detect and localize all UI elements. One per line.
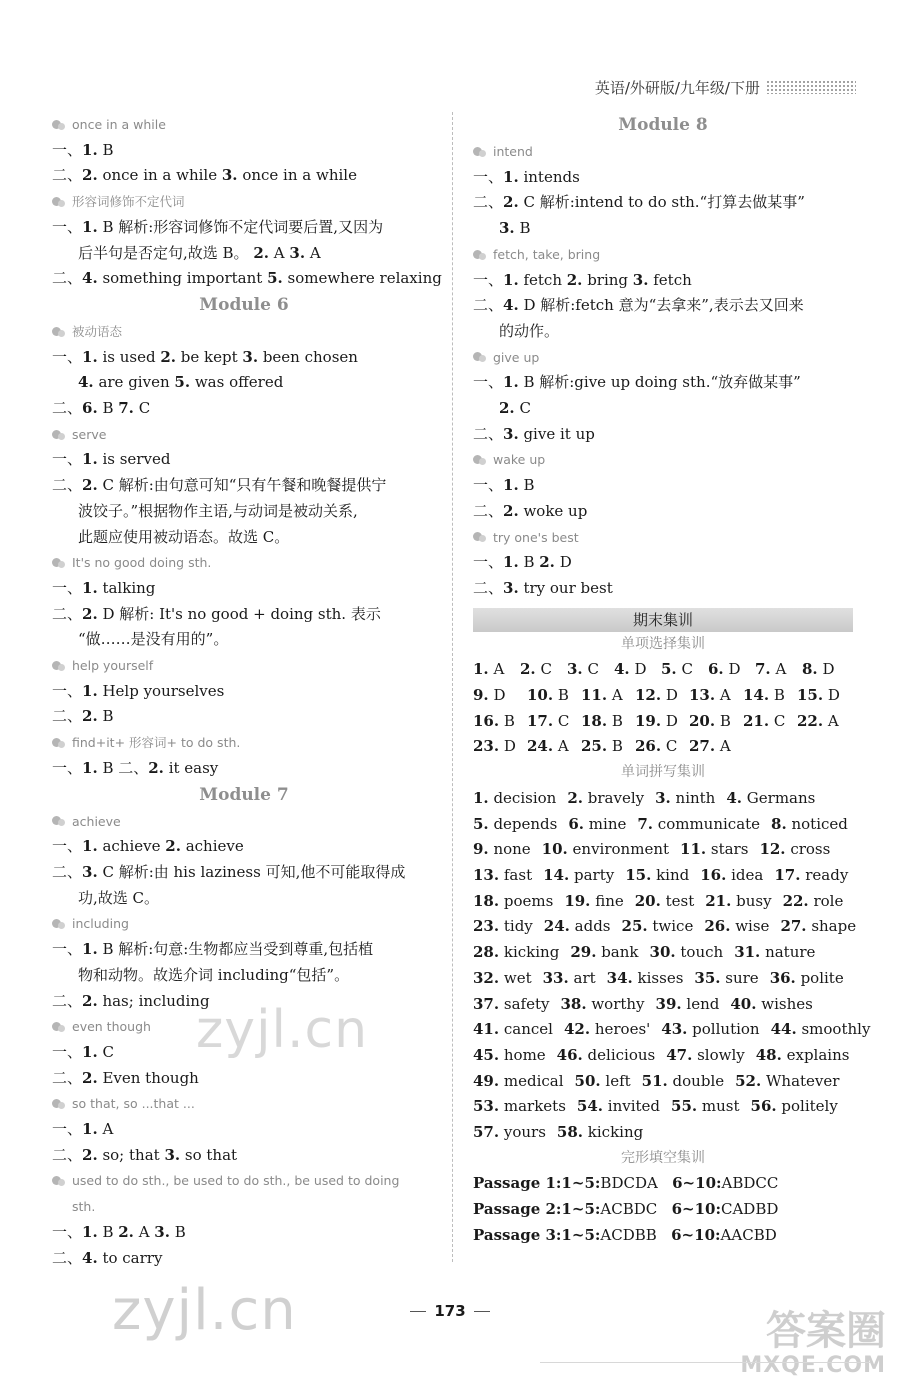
topic-no-good: It's no good doing sth. xyxy=(52,550,436,576)
mc-answer: 20. B xyxy=(689,711,731,730)
spelling-answer: 3. ninth xyxy=(655,788,716,807)
answer-line: 一、1. B 解析:形容词修饰不定代词要后置,又因为 xyxy=(52,217,384,236)
topic-bullet-icon xyxy=(473,454,487,466)
topic-passive-voice: 被动语态 xyxy=(52,319,436,345)
answer-line: 二、4. to carry xyxy=(52,1248,163,1267)
answer-line: 一、1. B xyxy=(473,476,535,495)
topic-bullet-icon xyxy=(52,1175,66,1187)
answer-line: 一、1. B 解析:句意:生物都应当受到尊重,包括植 xyxy=(52,940,374,959)
watermark-zyjl-bottom: zyjl.cn xyxy=(112,1278,297,1343)
spelling-answer: 33. art xyxy=(542,968,596,987)
spelling-answer: 39. lend xyxy=(655,994,720,1013)
answer-line: 二、6. B 7. C xyxy=(52,399,151,418)
topic-bullet-icon xyxy=(473,249,487,261)
answer-line: 4. are given 5. was offered xyxy=(78,373,284,392)
answer-line: 二、2. so; that 3. so that xyxy=(52,1145,238,1164)
answer-line: 一、1. is served xyxy=(52,450,171,469)
spelling-answer: 41. cancel xyxy=(473,1020,553,1039)
topic-including: including xyxy=(52,911,436,937)
spelling-answer: 10. environment xyxy=(541,840,670,859)
mc-answer: 4. D xyxy=(614,660,647,679)
multiple-choice-answers xyxy=(473,657,853,760)
topic-bullet-icon xyxy=(473,146,487,158)
spelling-answer: 35. sure xyxy=(694,968,759,987)
answer-line: 二、2. Even though xyxy=(52,1068,199,1087)
spelling-answer: 42. heroes' xyxy=(563,1020,651,1039)
spelling-answer: 48. explains xyxy=(755,1045,850,1064)
spelling-answer: 24. adds xyxy=(543,917,611,936)
passage-3-answers: Passage 3:1~5:ACDBB 6~10:AACBD xyxy=(473,1225,777,1244)
topic-adj-modifier: 形容词修饰不定代词 xyxy=(52,189,436,215)
spelling-answer: 23. tidy xyxy=(473,917,533,936)
spelling-answer: 6. mine xyxy=(568,814,627,833)
spelling-answer: 54. invited xyxy=(576,1097,661,1116)
right-column xyxy=(473,112,871,1249)
spelling-answer: 38. worthy xyxy=(560,994,645,1013)
spelling-answer: 22. role xyxy=(782,891,844,910)
answer-line: 一、1. C xyxy=(52,1042,114,1061)
spelling-answer: 52. Whatever xyxy=(735,1071,840,1090)
spelling-answer: 11. stars xyxy=(680,840,749,859)
mc-answer: 19. D xyxy=(635,711,678,730)
mc-answer: 17. C xyxy=(527,711,570,730)
spelling-row xyxy=(473,786,853,812)
spelling-answer: 13. fast xyxy=(473,865,533,884)
topic-bullet-icon xyxy=(52,1021,66,1033)
answer-line: 二、2. D 解析: It's no good + doing sth. 表示 xyxy=(52,604,381,623)
topic-used-to-cont: sth. xyxy=(72,1199,96,1215)
spelling-answer: 36. polite xyxy=(769,968,844,987)
answer-line: 一、1. Help yourselves xyxy=(52,681,225,700)
mc-answer: 24. A xyxy=(527,737,569,756)
answer-line: 一、1. B 2. A 3. B xyxy=(52,1222,186,1241)
answer-line: 一、1. is used 2. be kept 3. been chosen xyxy=(52,347,358,366)
answer-line: 2. C xyxy=(499,399,531,418)
spelling-answer: 55. must xyxy=(671,1097,740,1116)
watermark-mxqe-en: MXQE.COM xyxy=(740,1353,886,1378)
answer-line: 二、2. once in a while 3. once in a while xyxy=(52,166,357,185)
page-dash-right xyxy=(474,1311,490,1312)
mc-row xyxy=(473,683,853,709)
spelling-answer: 56. politely xyxy=(750,1097,838,1116)
page-dash-left xyxy=(410,1311,426,1312)
watermark-mxqe xyxy=(706,1308,886,1378)
answer-line: 二、3. C 解析:由 his laziness 可知,他不可能取得成 xyxy=(52,862,406,881)
spelling-row xyxy=(473,1069,853,1095)
bottom-rule xyxy=(540,1362,870,1363)
mc-answer: 5. C xyxy=(661,660,693,679)
spelling-answer: 2. bravely xyxy=(567,788,645,807)
spelling-row xyxy=(473,863,853,889)
topic-bullet-icon xyxy=(473,351,487,363)
module-8-heading: Module 8 xyxy=(618,115,708,135)
spelling-answer: 21. busy xyxy=(705,891,772,910)
spelling-answers xyxy=(473,786,871,1146)
mc-answer: 7. A xyxy=(755,660,787,679)
answer-line: 一、1. B xyxy=(52,140,114,159)
spelling-answer: 37. safety xyxy=(473,994,550,1013)
topic-find-it: find+it+ 形容词+ to do sth. xyxy=(52,730,436,756)
spelling-answer: 53. markets xyxy=(473,1097,566,1116)
mc-answer: 27. A xyxy=(689,737,731,756)
topic-serve: serve xyxy=(52,422,436,448)
spelling-answer: 28. kicking xyxy=(473,943,560,962)
answer-line: 3. B xyxy=(499,219,531,238)
spelling-answer: 47. slowly xyxy=(666,1045,745,1064)
mc-answer: 10. B xyxy=(527,686,569,705)
passage-1-answers: Passage 1:1~5:BDCDA 6~10:ABDCC xyxy=(473,1174,779,1193)
topic-bullet-icon xyxy=(52,196,66,208)
mc-answer: 6. D xyxy=(708,660,741,679)
answer-line: 一、1. talking xyxy=(52,578,156,597)
topic-so-that: so that, so ...that ... xyxy=(52,1091,436,1117)
answer-line: 二、2. woke up xyxy=(473,501,588,520)
multiple-choice-heading: 单项选择集训 xyxy=(621,635,705,652)
mc-answer: 21. C xyxy=(743,711,786,730)
answer-line: 功,故选 C。 xyxy=(78,888,160,907)
mc-row xyxy=(473,657,853,683)
spelling-answer: 18. poems xyxy=(473,891,554,910)
spelling-row xyxy=(473,1120,853,1146)
spelling-answer: 19. fine xyxy=(564,891,624,910)
topic-used-to: used to do sth., be used to do sth., be used to doing xyxy=(52,1168,436,1194)
spelling-answer: 51. double xyxy=(641,1071,725,1090)
answer-line: 波饺子。”根据物作主语,与动词是被动关系, xyxy=(78,501,358,520)
spelling-answer: 30. touch xyxy=(649,943,724,962)
running-header xyxy=(595,74,856,100)
spelling-row xyxy=(473,914,857,940)
topic-bullet-icon xyxy=(52,119,66,131)
answer-line: 一、1. B 二、2. it easy xyxy=(52,758,219,777)
spelling-answer: 7. communicate xyxy=(637,814,761,833)
answer-line: 二、2. C 解析:intend to do sth.“打算去做某事” xyxy=(473,193,805,212)
cloze-heading: 完形填空集训 xyxy=(621,1149,705,1166)
mc-answer: 13. A xyxy=(689,686,731,705)
topic-give-up: give up xyxy=(473,345,853,371)
passage-2-answers: Passage 2:1~5:ACBDC 6~10:CADBD xyxy=(473,1200,779,1219)
spelling-answer: 4. Germans xyxy=(726,788,816,807)
spelling-answer: 16. idea xyxy=(700,865,764,884)
spelling-row xyxy=(473,812,853,838)
spelling-answer: 40. wishes xyxy=(730,994,813,1013)
watermark-zyjl: zyjl.cn xyxy=(196,1000,369,1060)
spelling-heading: 单词拼写集训 xyxy=(621,764,705,781)
answer-line: 物和动物。故选介词 including“包括”。 xyxy=(78,965,350,984)
spelling-answer: 57. yours xyxy=(473,1123,546,1142)
topic-once-in-a-while: once in a while xyxy=(52,112,436,138)
spelling-answer: 14. party xyxy=(543,865,615,884)
mc-answer: 1. A xyxy=(473,660,505,679)
header-dot-pattern xyxy=(766,80,856,94)
topic-bullet-icon xyxy=(52,737,66,749)
page-number: 173 xyxy=(0,1302,900,1320)
mc-answer: 3. C xyxy=(567,660,599,679)
topic-even-though: even though xyxy=(52,1014,436,1040)
topic-bullet-icon xyxy=(52,918,66,930)
watermark-mxqe-cn: 答案圈 xyxy=(766,1308,886,1354)
answer-line: 的动作。 xyxy=(499,321,560,340)
spelling-row xyxy=(473,837,853,863)
mc-answer: 8. D xyxy=(802,660,835,679)
spelling-answer: 43. pollution xyxy=(661,1020,760,1039)
spelling-row xyxy=(473,1094,853,1120)
mc-answer: 12. D xyxy=(635,686,678,705)
topic-bullet-icon xyxy=(52,1098,66,1110)
spelling-row xyxy=(473,889,853,915)
spelling-row xyxy=(473,1017,871,1043)
mc-answer: 26. C xyxy=(635,737,678,756)
answer-line: 一、1. fetch 2. bring 3. fetch xyxy=(473,270,692,289)
spelling-answer: 44. smoothly xyxy=(770,1020,871,1039)
topic-bullet-icon xyxy=(473,531,487,543)
topic-help-yourself: help yourself xyxy=(52,653,436,679)
spelling-answer: 27. shape xyxy=(780,917,857,936)
answer-line: 二、2. B xyxy=(52,707,114,726)
mc-answer: 14. B xyxy=(743,686,785,705)
spelling-answer: 12. cross xyxy=(759,840,831,859)
spelling-row xyxy=(473,992,853,1018)
spelling-row xyxy=(473,966,853,992)
mc-answer: 16. B xyxy=(473,711,515,730)
spelling-answer: 25. twice xyxy=(621,917,694,936)
answer-line: 二、4. D 解析:fetch 意为“去拿来”,表示去又回来 xyxy=(473,296,804,315)
topic-bullet-icon xyxy=(52,815,66,827)
spelling-answer: 20. test xyxy=(634,891,695,910)
spelling-answer: 45. home xyxy=(473,1045,546,1064)
topic-intend: intend xyxy=(473,139,853,165)
answer-line: “做……是没有用的”。 xyxy=(78,630,229,649)
answer-line: 后半句是否定句,故选 B。 2. A 3. A xyxy=(78,243,321,262)
module-7-heading: Module 7 xyxy=(199,784,289,805)
mc-answer: 23. D xyxy=(473,737,516,756)
module-6-heading: Module 6 xyxy=(199,294,289,315)
mc-answer: 15. D xyxy=(797,686,840,705)
mc-answer: 22. A xyxy=(797,711,839,730)
spelling-answer: 46. delicious xyxy=(556,1045,656,1064)
final-review-banner: 期末集训 xyxy=(473,608,853,632)
answer-line: 一、1. achieve 2. achieve xyxy=(52,837,244,856)
topic-try-best: try one's best xyxy=(473,525,853,551)
spelling-answer: 29. bank xyxy=(570,943,639,962)
topic-bullet-icon xyxy=(52,326,66,338)
mc-row xyxy=(473,734,853,760)
answer-line: 一、1. B 2. D xyxy=(473,553,572,572)
mc-answer: 18. B xyxy=(581,711,623,730)
topic-fetch: fetch, take, bring xyxy=(473,242,853,268)
answer-line: 一、1. intends xyxy=(473,167,580,186)
answer-line: 二、3. try our best xyxy=(473,578,613,597)
mc-answer: 9. D xyxy=(473,686,506,705)
answer-line: 二、4. something important 5. somewhere relaxing xyxy=(52,269,442,288)
spelling-answer: 1. decision xyxy=(473,788,557,807)
spelling-answer: 32. wet xyxy=(473,968,532,987)
mc-answer: 25. B xyxy=(581,737,623,756)
spelling-answer: 15. kind xyxy=(625,865,690,884)
spelling-answer: 9. none xyxy=(473,840,531,859)
topic-bullet-icon xyxy=(52,660,66,672)
column-divider xyxy=(452,112,453,1262)
answer-line: 一、1. B 解析:give up doing sth.“放弃做某事” xyxy=(473,373,801,392)
spelling-row xyxy=(473,940,853,966)
answer-line: 二、3. give it up xyxy=(473,424,595,443)
spelling-answer: 17. ready xyxy=(774,865,849,884)
spelling-answer: 50. left xyxy=(574,1071,631,1090)
header-title: 英语/外研版/九年级/下册 xyxy=(594,78,760,97)
mc-answer: 2. C xyxy=(520,660,552,679)
mc-row xyxy=(473,709,853,735)
answer-line: 一、1. A xyxy=(52,1120,114,1139)
spelling-answer: 5. depends xyxy=(473,814,558,833)
spelling-answer: 31. nature xyxy=(734,943,816,962)
topic-wake-up: wake up xyxy=(473,447,853,473)
answer-line: 此题应使用被动语态。故选 C。 xyxy=(78,527,290,546)
answer-line: 二、2. has; including xyxy=(52,991,210,1010)
topic-achieve: achieve xyxy=(52,809,436,835)
spelling-answer: 49. medical xyxy=(473,1071,564,1090)
spelling-row xyxy=(473,1043,853,1069)
topic-bullet-icon xyxy=(52,557,66,569)
spelling-answer: 58. kicking xyxy=(556,1123,644,1142)
spelling-answer: 34. kisses xyxy=(606,968,684,987)
left-column xyxy=(52,112,442,1271)
spelling-answer: 26. wise xyxy=(704,917,770,936)
answer-line: 二、2. C 解析:由句意可知“只有午餐和晚餐提供宁 xyxy=(52,476,387,495)
mc-answer: 11. A xyxy=(581,686,623,705)
topic-bullet-icon xyxy=(52,429,66,441)
spelling-answer: 8. noticed xyxy=(771,814,848,833)
